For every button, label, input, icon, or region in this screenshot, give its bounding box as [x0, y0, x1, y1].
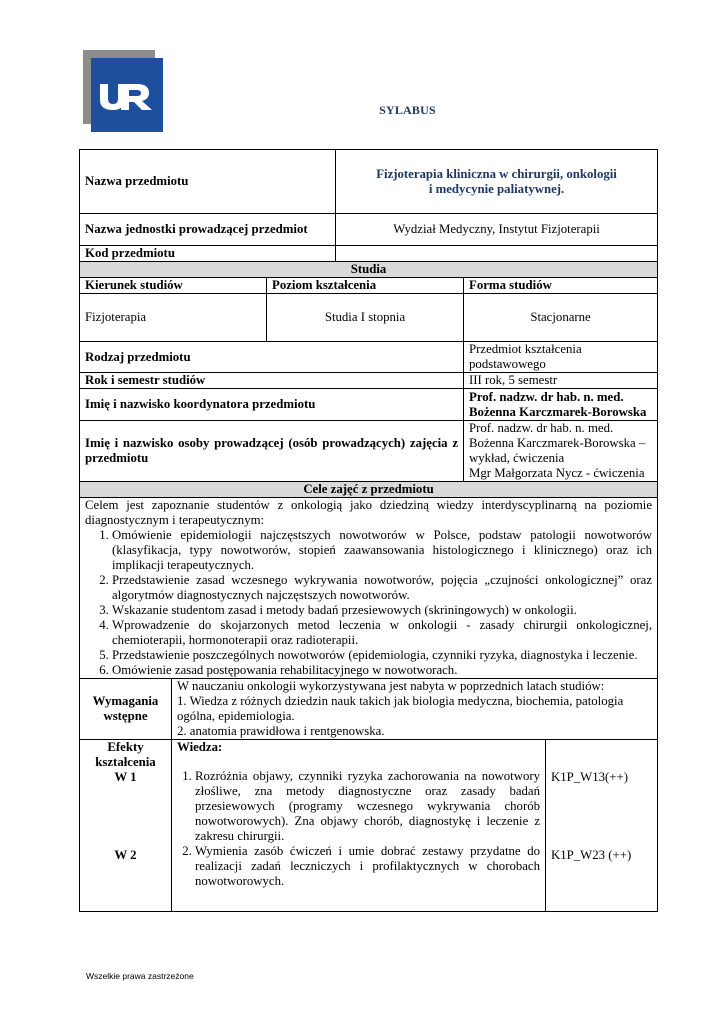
year-value: III rok, 5 semestr [464, 373, 658, 389]
effects-spacer [85, 785, 166, 848]
prereq-line3: 2. anatomia prawidłowa i rentgenowska. [177, 724, 385, 738]
row-studies-header [80, 262, 658, 278]
syllabus-table [79, 149, 658, 912]
type-label: Rodzaj przedmiotu [80, 342, 464, 373]
form-value: Stacjonarne [464, 294, 658, 342]
prereq-label-line2: wstępne [103, 709, 148, 723]
teachers-label: Imię i nazwisko osoby prowadzącej (osób prowadzących) zajęcia z przedmiotu [80, 421, 464, 482]
effect-ref-w1: K1P_W13(++) [551, 770, 629, 784]
document-title: SYLABUS [379, 103, 436, 117]
code-label: Kod przedmiotu [80, 246, 336, 262]
row-type [80, 342, 658, 373]
effect-code-w2: W 2 [114, 848, 137, 862]
goals-header: Cele zajęć z przedmiotu [80, 482, 658, 498]
type-value: Przedmiot kształcenia podstawowego [464, 342, 658, 373]
row-studies-values [80, 294, 658, 342]
code-value [336, 246, 658, 262]
effects-label [80, 740, 172, 912]
effect-item: 2. Wymienia zasób ćwiczeń i umie dobrać zestawy przydatne do realizacji zadań leczniczych i profilaktycznych w chorobach nowotworowych. [195, 844, 540, 889]
effects-label-line1: Efekty [107, 740, 144, 754]
effects-label-line2: kształcenia [95, 755, 156, 769]
logo-panel [91, 58, 163, 132]
goal-item: 6. Omówienie zasad postępowania rehabilitacyjnego w nowotworach. [112, 663, 652, 678]
unit-value: Wydział Medyczny, Instytut Fizjoterapii [336, 214, 658, 246]
effects-content [172, 740, 546, 912]
row-code [80, 246, 658, 262]
knowledge-header: Wiedza: [177, 740, 223, 754]
field-of-study-value: Fizjoterapia [80, 294, 267, 342]
row-unit [80, 214, 658, 246]
prereq-label-line1: Wymagania [92, 694, 159, 708]
row-prerequisites [80, 679, 658, 740]
footer-copyright: Wszelkie prawa zastrzeżone [86, 971, 194, 981]
studies-header: Studia [80, 262, 658, 278]
effect-code-w1: W 1 [114, 770, 137, 784]
prereq-line1: W nauczaniu onkologii wykorzystywana jest nabyta w poprzednich latach studiów: [177, 679, 605, 693]
form-header: Forma studiów [464, 278, 658, 294]
effect-ref-w2: K1P_W23 (++) [551, 848, 632, 862]
level-value: Studia I stopnia [267, 294, 464, 342]
goals-intro: Celem jest zapoznanie studentów z onkologią jako dziedziną wiedzy interdyscyplinarną na poziomie diagnostycznym i terapeutycznym: [85, 498, 653, 527]
row-coordinator [80, 389, 658, 421]
goals-list [85, 528, 652, 678]
subject-label: Nazwa przedmiotu [80, 150, 336, 214]
row-goals-header [80, 482, 658, 498]
effects-spacer [85, 863, 166, 911]
goal-item: 3. Wskazanie studentom zasad i metody badań przesiewowych (skriningowych) w onkologii. [112, 603, 652, 618]
row-teachers [80, 421, 658, 482]
row-subject [80, 150, 658, 214]
goals-content [80, 498, 658, 679]
goal-item: 2. Przedstawienie zasad wczesnego wykrywania nowotworów, pojęcia „czujności onkologicznej” oraz algorytmów diagnostycznych najczęstszych nowotworów. [112, 573, 652, 603]
level-header: Poziom kształcenia [267, 278, 464, 294]
subject-value-line1: Fizjoterapia kliniczna w chirurgii, onkologii [376, 166, 617, 181]
row-year [80, 373, 658, 389]
field-of-study-header: Kierunek studiów [80, 278, 267, 294]
row-studies-cols [80, 278, 658, 294]
goal-item: 5. Przedstawienie poszczególnych nowotworów (epidemiologia, czynniki ryzyka, diagnostyka i leczenie. [112, 648, 652, 663]
unit-label: Nazwa jednostki prowadzącej przedmiot [80, 214, 336, 246]
effect-item: 1. Rozróżnia objawy, czynniki ryzyka zachorowania na nowotwory złośliwe, zna metody diagnostyczne oraz zasady badań przesiewowych (programy wczesnego wykrywania chorób nowotworowych). Zna objawy chorób, diagnostykę i leczenie z zakresu chirurgii. [195, 769, 540, 844]
coordinator-label: Imię i nazwisko koordynatora przedmiotu [80, 389, 464, 421]
teacher-2: Mgr Małgorzata Nycz - ćwiczenia [469, 466, 645, 480]
subject-value [336, 150, 658, 214]
prereq-label [80, 679, 172, 740]
coordinator-value: Prof. nadzw. dr hab. n. med. Bożenna Karczmarek-Borowska [464, 389, 658, 421]
effects-refs [546, 740, 658, 912]
goal-item: 4. Wprowadzenie do skojarzonych metod leczenia w onkologii - zasady chirurgii onkologicznej, chemioterapii, hormonoterapii oraz radioterapii. [112, 618, 652, 648]
row-goals [80, 498, 658, 679]
effects-list [177, 769, 540, 889]
goal-item: 1. Omówienie epidemiologii najczęstszych nowotworów w Polsce, podstaw patologii nowotworów (klasyfikacja, typy nowotworów, stopień zaawansowania histologicznego i klinicznego) oraz ich implikacji terapeutycznych. [112, 528, 652, 573]
row-effects [80, 740, 658, 912]
teacher-1: Prof. nadzw. dr hab. n. med. Bożenna Karczmarek-Borowska – wykład, ćwiczenia [469, 421, 646, 465]
subject-value-line2: i medycynie paliatywnej. [428, 181, 565, 196]
prereq-content [172, 679, 658, 740]
year-label: Rok i semestr studiów [80, 373, 464, 389]
prereq-line2: 1. Wiedza z różnych dziedzin nauk takich jak biologia medyczna, biochemia, patologia ogólna, epidemiologia. [177, 694, 624, 723]
university-logo [83, 50, 163, 132]
teachers-value [464, 421, 658, 482]
